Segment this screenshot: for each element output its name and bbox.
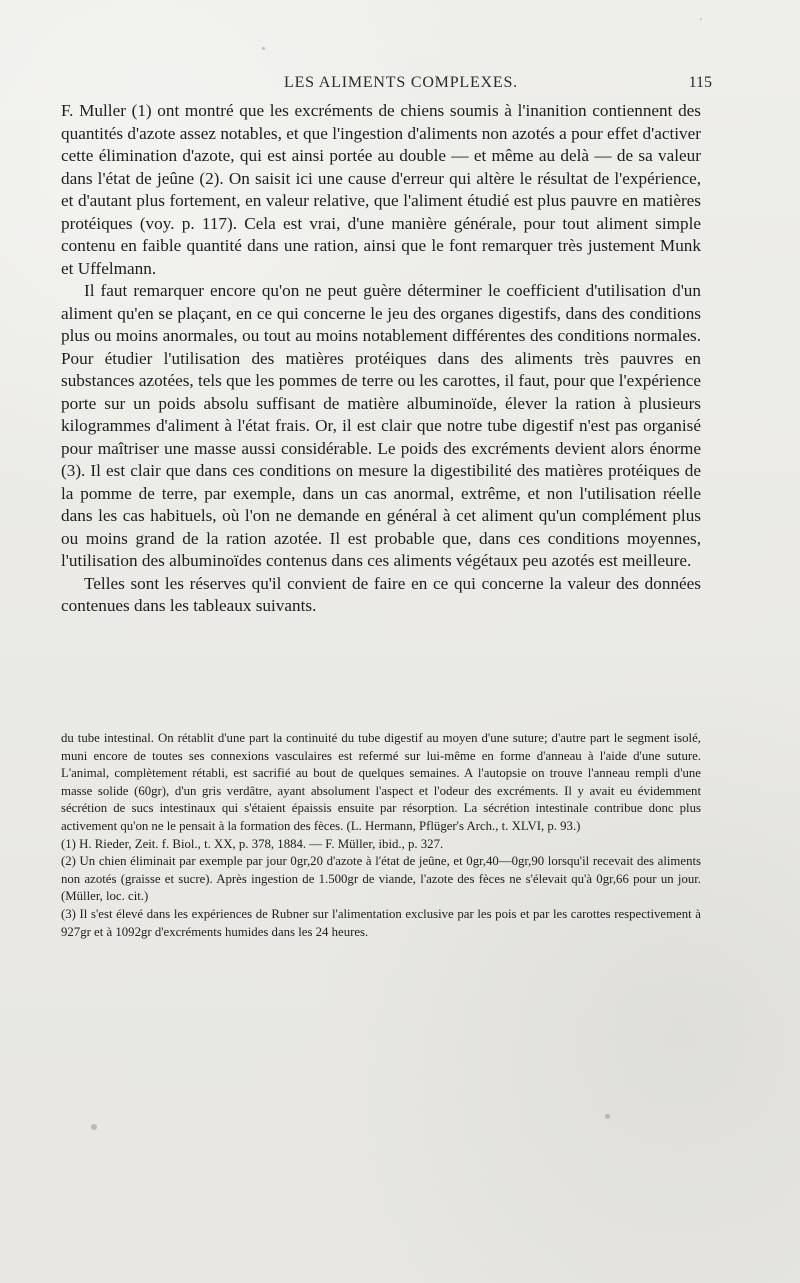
body-paragraph-2: Il faut remarquer encore qu'on ne peut guère déterminer le coefficient d'utilisation d'un aliment qu'en se plaçant, en ce qui concerne le jeu des organes digestifs, dans des conditions plus ou moins anormales, ou tout au moins notablement différentes des conditions normales. Pour étudier l'utilisation des matières protéiques dans des aliments très pauvres en substances azotées, tels que les pommes de terre ou les carottes, il faut, pour que l'expérience porte sur un poids absolu suffisant de matière albuminoïde, élever la ration à plusieurs kilogrammes d'aliment à l'état frais. Or, il est clair que notre tube digestif n'est pas organisé pour maîtriser une masse aussi considérable. Le poids des excréments devient alors énorme (3). Il est clair que dans ces conditions on mesure la digestibilité des matières protéiques de la pomme de terre, par exemple, dans un cas anormal, extrême, et non l'utilisation réelle dans les cas habituels, où l'on ne demande en général à cet aliment qu'un complément plus ou moins grand de la ration azotée. Il est probable que, dans ces conditions moyennes, l'utilisation des albuminoïdes contenus dans ces aliments végétaux peu azotés est meilleure. (61, 281, 701, 570)
ink-speck (700, 18, 702, 20)
footnote-1: (1) H. Rieder, Zeit. f. Biol., t. XX, p. 378, 1884. — F. Müller, ibid., p. 327. (61, 836, 444, 851)
ink-speck (262, 47, 265, 50)
footnote-3: (3) Il s'est élevé dans les expériences de Rubner sur l'alimentation exclusive par les pois et par les carottes respectivement à 927gr et à 1092gr d'excréments humides dans les 24 heures. (61, 906, 701, 939)
page-header (0, 74, 800, 98)
footnote-continuation: du tube intestinal. On rétablit d'une part la continuité du tube digestif au moyen d'une suture; d'autre part le segment isolé, muni encore de toutes ses connexions vasculaires est refermé sur lui-même en forme d'anneau à l'aide d'une suture. L'animal, complètement rétabli, est sacrifié au bout de quelques semaines. A l'autopsie on trouve l'anneau rempli d'une masse solide (60gr), d'un gris verdâtre, ayant absolument l'aspect et l'odeur des excréments. Il y avait eu évidemment sécrétion de sucs intestinaux qui s'étaient épaissis ensuite par résorption. La sécrétion intestinale contribue donc plus activement qu'on ne le pensait à la formation des fèces. (L. Hermann, Pflüger's Arch., t. XLVI, p. 93.) (61, 731, 701, 833)
footnote-2: (2) Un chien éliminait par exemple par jour 0gr,20 d'azote à l'état de jeûne, et 0gr,40—0gr,90 lorsqu'il recevait des aliments non azotés (graisse et sucre). Après ingestion de 1.500gr de viande, l'azote des fèces ne s'élevait qu'à 0gr,66 pour un jour. (Müller, loc. cit.) (61, 854, 701, 904)
body-paragraph-1: F. Muller (1) ont montré que les excréments de chiens soumis à l'inanition contiennent des quantités d'azote assez notables, et que l'ingestion d'aliments non azotés a pour effet d'activer cette élimination d'azote, qui est ainsi portée au double — et même au delà — de sa valeur dans l'état de jeûne (2). On saisit ici une cause d'erreur qui altère le résultat de l'expérience, et d'autant plus fortement, en valeur relative, que l'aliment étudié est plus pauvre en matières protéiques (voy. p. 117). Cela est vrai, d'une manière générale, pour tout aliment simple contenu en faible quantité dans une ration, ainsi que le font remarquer très justement Munk et Uffelmann. (61, 101, 701, 278)
main-text (61, 100, 701, 618)
ink-speck (605, 1114, 610, 1119)
ink-speck (91, 1124, 97, 1130)
body-paragraph-3: Telles sont les réserves qu'il convient de faire en ce qui concerne la valeur des données contenues dans les tableaux suivants. (61, 573, 701, 615)
footnotes (61, 730, 701, 941)
running-title: LES ALIMENTS COMPLEXES. (284, 74, 518, 91)
page-number: 115 (688, 74, 712, 91)
